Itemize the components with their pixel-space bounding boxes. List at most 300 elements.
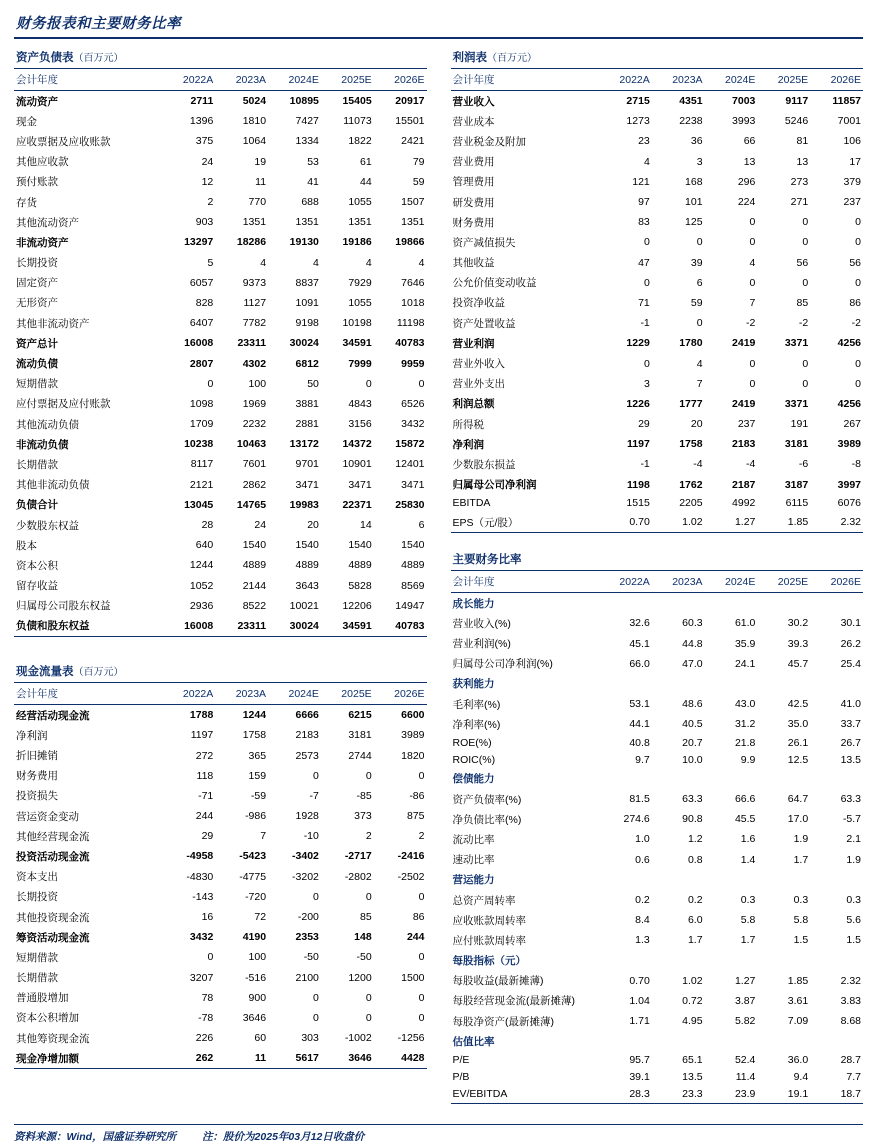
- row-value: 24.1: [734, 657, 756, 670]
- row-value: 0: [855, 357, 861, 370]
- row-value: 5.6: [846, 914, 861, 927]
- table-row: [451, 454, 864, 474]
- row-value: [652, 769, 705, 789]
- row-value: 0: [207, 951, 214, 964]
- row-value: 4302: [242, 357, 267, 370]
- row-value: 59: [412, 175, 425, 188]
- row-value: 0: [643, 276, 650, 289]
- footer-note: 注：股价为2025年03月12日收盘价: [202, 1131, 365, 1143]
- row-label: 无形资产: [16, 297, 58, 310]
- row-value: 3.83: [840, 994, 861, 1007]
- row-value: 11: [255, 175, 267, 188]
- row-value: 273: [790, 175, 809, 188]
- row-value: 9198: [295, 317, 319, 330]
- row-value: 15501: [395, 115, 425, 128]
- row-value: 20: [307, 519, 319, 532]
- row-value: 23: [638, 135, 650, 148]
- row-label: 应收账款周转率: [452, 914, 526, 927]
- table-row: [14, 232, 427, 252]
- balance-sheet-table: [14, 68, 427, 637]
- row-label: 短期借款: [16, 378, 58, 391]
- row-value: 71: [638, 296, 650, 309]
- row-value: 3371: [784, 397, 809, 410]
- row-value: 1.71: [629, 1015, 650, 1028]
- row-label: 净利润: [452, 438, 484, 451]
- row-value: 2715: [626, 95, 650, 108]
- row-value: 0.2: [635, 894, 650, 907]
- row-value: 3646: [321, 1048, 374, 1069]
- row-value: 1351: [348, 216, 372, 229]
- table-row: [14, 968, 427, 988]
- table-row: [14, 293, 427, 313]
- row-value: 0.3: [793, 894, 809, 907]
- row-value: 6: [696, 276, 703, 289]
- row-label: 负债合计: [16, 499, 58, 512]
- table-row: [451, 374, 864, 394]
- row-value: 0: [749, 357, 756, 370]
- row-value: 1197: [627, 438, 650, 451]
- table-row: [451, 313, 864, 333]
- row-value: 0.70: [599, 512, 652, 533]
- row-value: -78: [198, 1011, 214, 1024]
- table-header-row: [14, 683, 427, 705]
- row-value: 224: [737, 196, 756, 209]
- row-label: 净利润: [16, 729, 48, 742]
- table-row: [451, 152, 864, 172]
- row-value: -7: [309, 789, 319, 802]
- row-value: 10901: [342, 458, 372, 471]
- row-label: 现金净增加额: [14, 1048, 162, 1069]
- row-label: 营业收入(%): [452, 617, 511, 630]
- row-value: 244: [406, 931, 425, 944]
- row-value: 6600: [401, 709, 425, 722]
- row-label: 偿债能力: [452, 773, 495, 786]
- row-value: 1540: [295, 539, 319, 552]
- column-header-2022a: 2022A: [599, 69, 652, 91]
- row-label: 毛利率(%): [452, 698, 501, 711]
- table-row: [451, 1031, 864, 1051]
- row-value: 79: [412, 155, 425, 168]
- row-value: 0: [855, 216, 861, 229]
- column-header-2023a: 2023A: [215, 69, 268, 91]
- table-row: [14, 535, 427, 555]
- row-value: 4256: [837, 397, 861, 410]
- row-value: [705, 593, 758, 614]
- row-value: 0: [696, 236, 703, 249]
- row-label: 长期借款: [16, 972, 58, 985]
- table-row: [451, 991, 864, 1011]
- column-header-year-label: 会计年度: [14, 69, 162, 91]
- row-value: 2.1: [846, 833, 861, 846]
- table-row: [14, 766, 427, 786]
- row-value: 3997: [837, 478, 861, 491]
- row-value: 1.7: [793, 853, 809, 866]
- row-label: 少数股东损益: [452, 458, 516, 471]
- row-value: -2: [851, 317, 861, 330]
- row-value: 1.04: [629, 994, 650, 1007]
- row-value: 1052: [189, 579, 214, 592]
- row-value: 9.7: [635, 754, 650, 767]
- row-value: 97: [638, 196, 650, 209]
- row-value: 2711: [190, 95, 214, 108]
- row-value: 1.3: [635, 934, 650, 947]
- row-value: 0: [365, 890, 372, 903]
- row-value: -986: [245, 810, 267, 823]
- income-statement-table: [451, 68, 864, 533]
- ratios-table: [451, 570, 864, 1104]
- cash-flow-title-text: 现金流量表: [16, 666, 74, 679]
- row-label: 投资活动现金流: [16, 850, 90, 863]
- table-row: [451, 495, 864, 512]
- row-value: 30.2: [787, 617, 809, 630]
- row-value: 379: [843, 175, 861, 188]
- row-value: 0.72: [682, 994, 703, 1007]
- table-row: [14, 454, 427, 474]
- row-label: 非流动负债: [16, 438, 69, 451]
- table-row: [451, 870, 864, 890]
- row-value: -4: [693, 458, 703, 471]
- row-value: 32.6: [629, 617, 650, 630]
- table-row: [14, 273, 427, 293]
- row-value: 0: [418, 377, 425, 390]
- row-value: 59: [690, 296, 703, 309]
- row-value: 3993: [732, 115, 756, 128]
- row-label: 少数股东权益: [16, 519, 79, 532]
- row-value: 56: [849, 256, 861, 269]
- row-value: 5828: [348, 579, 372, 592]
- table-row: [451, 111, 864, 131]
- column-header-year-label: 会计年度: [451, 571, 599, 593]
- row-value: 19983: [289, 498, 319, 511]
- row-label: 营运能力: [452, 874, 495, 887]
- row-value: 41.0: [840, 698, 861, 711]
- row-value: 1820: [401, 749, 425, 762]
- row-value: [705, 674, 758, 694]
- table-row: [14, 192, 427, 212]
- row-label: 所得税: [452, 418, 484, 431]
- row-value: 1127: [243, 296, 267, 309]
- row-value: 1055: [348, 196, 372, 209]
- table-row: [451, 192, 864, 212]
- balance-sheet-block: [14, 49, 427, 637]
- row-value: 1777: [679, 397, 703, 410]
- row-label: 资产减值损失: [452, 236, 516, 249]
- table-row: [451, 353, 864, 373]
- row-value: 121: [632, 175, 650, 188]
- row-value: 0: [207, 377, 214, 390]
- row-value: 4: [696, 357, 703, 370]
- row-value: [810, 870, 863, 890]
- row-value: 90.8: [682, 813, 703, 826]
- row-value: 12206: [342, 599, 372, 612]
- row-value: 30.1: [840, 617, 861, 630]
- row-value: 14372: [342, 438, 372, 451]
- row-value: 4: [313, 256, 319, 269]
- row-label: 营业费用: [452, 156, 495, 169]
- row-value: -59: [250, 789, 267, 802]
- row-value: 13: [743, 155, 756, 168]
- row-value: 8522: [242, 599, 267, 612]
- row-value: -2: [746, 317, 756, 330]
- row-value: 35.9: [734, 637, 756, 650]
- row-value: 0: [365, 1011, 372, 1024]
- row-value: 2205: [679, 497, 703, 510]
- row-value: 365: [248, 749, 267, 762]
- row-value: 4: [643, 155, 650, 168]
- row-label: 留存收益: [16, 580, 58, 593]
- row-value: 1273: [626, 115, 650, 128]
- table-row: [14, 867, 427, 887]
- table-row: [14, 596, 427, 616]
- row-value: 0.2: [687, 894, 703, 907]
- row-value: 17: [849, 155, 861, 168]
- row-value: 29: [201, 830, 214, 843]
- row-label: 归属母公司股东权益: [16, 600, 111, 613]
- table-row: [14, 333, 427, 353]
- row-value: 5: [207, 256, 214, 269]
- row-value: 148: [354, 931, 372, 944]
- row-value: 1810: [242, 115, 267, 128]
- ratios-title-text: 主要财务比率: [452, 554, 522, 567]
- row-value: 4889: [295, 559, 319, 572]
- row-value: 1197: [190, 729, 214, 742]
- column-header-2026e: 2026E: [374, 69, 427, 91]
- row-value: 0: [802, 236, 809, 249]
- right-column: [451, 49, 864, 1118]
- row-value: 10.0: [682, 754, 703, 767]
- row-value: [705, 951, 758, 971]
- row-value: -516: [245, 971, 267, 984]
- row-label: 总资产周转率: [452, 894, 516, 907]
- table-row: [14, 846, 427, 866]
- row-value: 1928: [295, 810, 319, 823]
- row-value: 3371: [784, 337, 809, 350]
- row-label: 长期借款: [16, 458, 58, 471]
- row-value: 159: [248, 769, 267, 782]
- row-value: 31.2: [734, 718, 756, 731]
- row-value: 0: [313, 890, 319, 903]
- table-row: [451, 951, 864, 971]
- row-value: [810, 674, 863, 694]
- table-row: [451, 634, 864, 654]
- row-value: 0: [418, 1011, 425, 1024]
- row-value: -2416: [397, 850, 425, 863]
- table-row: [451, 593, 864, 614]
- row-value: 3432: [401, 418, 425, 431]
- row-label: 归属母公司净利润: [452, 479, 537, 492]
- row-value: 1.27: [734, 974, 756, 987]
- row-value: [810, 593, 863, 614]
- row-value: 72: [254, 911, 267, 924]
- table-row: [14, 555, 427, 575]
- row-label: 应收票据及应收账款: [16, 135, 111, 148]
- row-value: 8837: [295, 276, 319, 289]
- row-value: 226: [195, 1032, 214, 1045]
- row-label: 财务费用: [16, 770, 58, 783]
- row-value: 13: [796, 155, 809, 168]
- ratios-body: [451, 593, 864, 1104]
- row-value: [705, 1031, 758, 1051]
- table-row: [14, 826, 427, 846]
- row-value: 13297: [184, 236, 214, 249]
- table-row: [451, 769, 864, 789]
- table-row: [451, 789, 864, 809]
- row-value: 0: [802, 377, 809, 390]
- row-value: 1018: [401, 296, 425, 309]
- row-value: 63.3: [682, 793, 703, 806]
- row-value: 4889: [401, 559, 425, 572]
- row-value: 106: [843, 135, 861, 148]
- row-value: 12: [201, 175, 214, 188]
- row-value: 0: [749, 276, 756, 289]
- row-value: 296: [737, 175, 756, 188]
- table-row: [451, 694, 864, 714]
- row-value: 2881: [295, 418, 319, 431]
- row-value: 1055: [348, 296, 372, 309]
- footer-source: 资料来源：Wind，国盛证券研究所: [14, 1131, 177, 1143]
- row-value: 1.7: [687, 934, 703, 947]
- table-row: [451, 333, 864, 353]
- row-value: 66.6: [734, 793, 756, 806]
- row-value: 10895: [289, 95, 319, 108]
- row-value: 18.7: [810, 1086, 863, 1104]
- row-value: 6076: [837, 497, 861, 510]
- row-value: 16: [201, 911, 214, 924]
- row-value: 0: [418, 991, 425, 1004]
- table-row: [451, 752, 864, 769]
- row-value: 65.1: [682, 1054, 703, 1067]
- row-value: 26.7: [840, 737, 861, 750]
- row-label: 资本公积增加: [16, 1012, 79, 1025]
- row-value: 81.5: [629, 793, 650, 806]
- row-value: [652, 674, 705, 694]
- title-divider: [14, 37, 863, 39]
- row-value: 237: [737, 418, 756, 431]
- row-value: 24: [201, 155, 214, 168]
- table-row: [451, 91, 864, 112]
- table-row: [14, 515, 427, 535]
- row-label: EPS（元/股）: [451, 512, 599, 533]
- row-value: -5.7: [842, 813, 861, 826]
- row-value: 9.4: [793, 1071, 809, 1084]
- row-label: 利润总额: [452, 398, 495, 411]
- row-value: 7.09: [787, 1015, 809, 1028]
- row-value: 8.4: [635, 914, 650, 927]
- ratios-block: [451, 551, 864, 1104]
- row-value: 1.02: [682, 974, 703, 987]
- row-value: 95.7: [629, 1054, 650, 1067]
- income-statement-title: [451, 49, 864, 68]
- table-row: [14, 131, 427, 151]
- row-value: 9117: [785, 95, 809, 108]
- row-value: 903: [195, 216, 214, 229]
- row-label: 折旧摊销: [16, 750, 58, 763]
- row-value: 39: [690, 256, 703, 269]
- row-value: 125: [685, 216, 703, 229]
- row-value: 1.85: [787, 974, 809, 987]
- row-value: 1229: [626, 337, 650, 350]
- row-value: 2419: [732, 397, 756, 410]
- row-label: 长期投资: [16, 257, 58, 270]
- row-value: 3989: [837, 438, 861, 451]
- table-row: [14, 1008, 427, 1028]
- table-row: [451, 613, 864, 633]
- row-label: 营业税金及附加: [452, 135, 526, 148]
- row-label: 管理费用: [452, 176, 495, 189]
- row-label: 研发费用: [452, 196, 495, 209]
- row-value: [599, 951, 652, 971]
- row-value: 44.8: [682, 637, 703, 650]
- row-value: 267: [843, 418, 861, 431]
- row-value: 2121: [189, 478, 214, 491]
- table-row: [451, 475, 864, 495]
- row-value: 14947: [395, 599, 425, 612]
- row-value: [757, 769, 810, 789]
- row-value: 85: [796, 296, 809, 309]
- row-value: 9959: [401, 357, 425, 370]
- row-value: 7427: [295, 115, 319, 128]
- row-value: 6.0: [687, 914, 703, 927]
- row-value: 36: [690, 135, 703, 148]
- row-value: 6115: [785, 497, 809, 510]
- row-value: 1709: [189, 418, 214, 431]
- table-row: [14, 374, 427, 394]
- row-value: 191: [790, 418, 809, 431]
- row-value: 100: [248, 951, 267, 964]
- row-value: -143: [192, 890, 214, 903]
- row-value: 40783: [374, 616, 427, 637]
- row-value: 688: [301, 196, 319, 209]
- row-value: 23.9: [705, 1086, 758, 1104]
- row-value: 7646: [401, 276, 425, 289]
- row-value: 1.5: [846, 934, 861, 947]
- row-value: -200: [297, 911, 319, 924]
- row-label: 短期借款: [16, 951, 58, 964]
- row-value: 60: [254, 1032, 267, 1045]
- row-value: 19866: [395, 236, 425, 249]
- table-row: [14, 353, 427, 373]
- row-value: 13.5: [840, 754, 861, 767]
- column-header-2026e: 2026E: [810, 69, 863, 91]
- row-value: 56: [796, 256, 809, 269]
- row-value: 53.1: [629, 698, 650, 711]
- table-row: [451, 1011, 864, 1031]
- column-header-2025e: 2025E: [757, 69, 810, 91]
- row-value: 375: [195, 135, 214, 148]
- row-value: -4958: [186, 850, 214, 863]
- row-value: 2936: [189, 599, 214, 612]
- row-value: 2144: [242, 579, 267, 592]
- row-label: 存货: [16, 196, 37, 209]
- column-header-2023a: 2023A: [215, 683, 268, 705]
- table-row: [14, 988, 427, 1008]
- row-value: 20.7: [682, 737, 703, 750]
- row-value: 13172: [289, 438, 319, 451]
- row-value: 640: [195, 539, 214, 552]
- row-label: 流动比率: [452, 833, 495, 846]
- row-value: 1.2: [687, 833, 703, 846]
- table-row: [14, 1028, 427, 1048]
- table-row: [451, 654, 864, 674]
- row-value: 1351: [242, 216, 267, 229]
- row-value: 3: [643, 377, 650, 390]
- row-label: 筹资活动现金流: [16, 931, 90, 944]
- table-row: [451, 674, 864, 694]
- column-header-year-label: 会计年度: [14, 683, 162, 705]
- row-value: -4: [746, 458, 756, 471]
- row-value: 0: [418, 769, 425, 782]
- row-value: 6812: [295, 357, 319, 370]
